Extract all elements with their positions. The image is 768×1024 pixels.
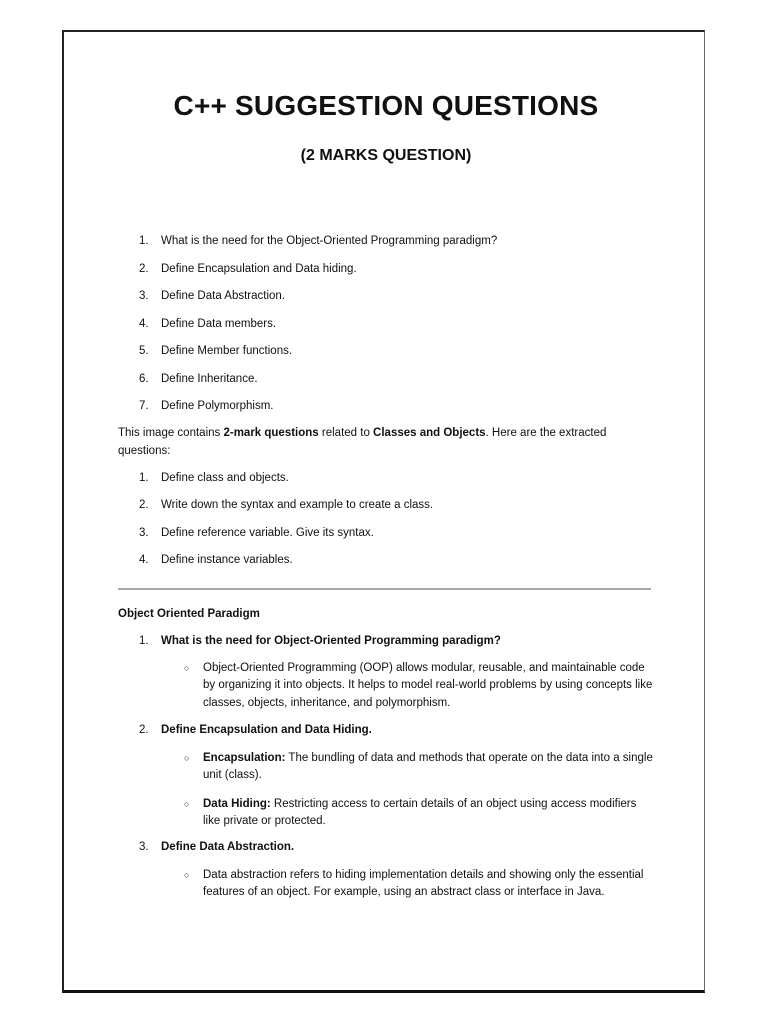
list-item (118, 525, 654, 552)
item-number: 7. (139, 400, 149, 412)
item-text: Define Inheritance. (161, 372, 258, 385)
item-text: Define Data members. (161, 317, 277, 330)
answer-bullet (118, 867, 654, 902)
page-title: C++ SUGGESTION QUESTIONS (173, 90, 599, 121)
question-text: What is the need for Object-Oriented Programming paradigm? (161, 635, 501, 647)
item-number: 2. (139, 262, 149, 275)
list-item (118, 398, 654, 426)
item-text: What is the need for the Object-Oriented Programming paradigm? (161, 235, 498, 247)
list-item (118, 343, 654, 371)
item-number: 3. (139, 526, 149, 539)
item-number: 4. (139, 553, 149, 566)
answer-block-2 (118, 722, 654, 831)
intro-paragraph (118, 425, 654, 460)
answer-bullet (118, 750, 654, 785)
list-item (118, 288, 654, 316)
item-text: Define Member functions. (161, 345, 293, 357)
document-page (62, 30, 705, 993)
item-number: 3. (139, 841, 149, 853)
answer-block-3 (118, 839, 654, 902)
list-item (118, 261, 654, 289)
answer-block-1 (118, 633, 654, 712)
item-text: Define Polymorphism. (161, 400, 274, 412)
answer-text: Restricting access to certain details of an object using access modifiers like private or protected. (203, 797, 637, 827)
answer-question (118, 839, 654, 857)
item-number: 1. (139, 235, 149, 247)
item-number: 1. (139, 472, 149, 484)
item-number: 6. (139, 372, 149, 385)
item-number: 4. (139, 317, 149, 330)
answer-label: Data Hiding: (203, 797, 271, 810)
answer-bullet (118, 660, 654, 713)
item-number: 5. (139, 345, 149, 357)
circle-bullet-icon: ○ (184, 662, 190, 673)
list-item (118, 470, 654, 497)
item-text: Define Encapsulation and Data hiding. (161, 262, 357, 275)
answer-label: Encapsulation: (203, 751, 286, 764)
list-item (118, 552, 654, 579)
question-text: Define Data Abstraction. (161, 841, 295, 853)
list-item (118, 371, 654, 399)
item-text: Define instance variables. (161, 553, 293, 566)
intro-bold-text: 2-mark questions (223, 427, 319, 439)
intro-text: related to (318, 427, 374, 439)
circle-bullet-icon: ○ (184, 798, 190, 809)
circle-bullet-icon: ○ (184, 752, 190, 763)
question-text: Define Encapsulation and Data Hiding. (161, 724, 372, 736)
list-item (118, 316, 654, 344)
intro-text: This image contains (118, 427, 224, 439)
section-heading: Object Oriented Paradigm (118, 608, 260, 620)
intro-bold-text: Classes and Objects (373, 427, 486, 439)
item-number: 3. (139, 290, 149, 302)
answer-bullet (118, 796, 654, 831)
circle-bullet-icon: ○ (184, 869, 190, 880)
answer-question (118, 633, 654, 651)
item-text: Define reference variable. Give its syntax. (161, 526, 374, 539)
answer-text: The bundling of data and methods that operate on the data into a single unit (class). (203, 751, 653, 781)
list-item (118, 497, 654, 524)
question-list-1 (118, 233, 654, 426)
answer-text: Data abstraction refers to hiding implementation details and showing only the essential features of an object. For example, using an abstract class or interface in Java. (203, 868, 644, 898)
list-item (118, 233, 654, 261)
item-text: Define class and objects. (161, 472, 289, 484)
question-list-2 (118, 470, 654, 579)
horizontal-divider (118, 588, 651, 590)
item-number: 2. (139, 499, 149, 512)
item-number: 1. (139, 635, 149, 647)
item-text: Define Data Abstraction. (161, 290, 286, 302)
intro-text: . Here are the extracted questions: (118, 427, 607, 457)
item-text: Write down the syntax and example to create a class. (161, 499, 434, 512)
page-subtitle: (2 MARKS QUESTION) (300, 147, 472, 164)
answer-text: Object-Oriented Programming (OOP) allows modular, reusable, and maintainable code by organizing it into objects. It helps to model real-world problems by using concepts like classes, objects, inheritance, and polymorphism. (203, 661, 653, 709)
item-number: 2. (139, 724, 149, 736)
answer-question (118, 722, 654, 740)
